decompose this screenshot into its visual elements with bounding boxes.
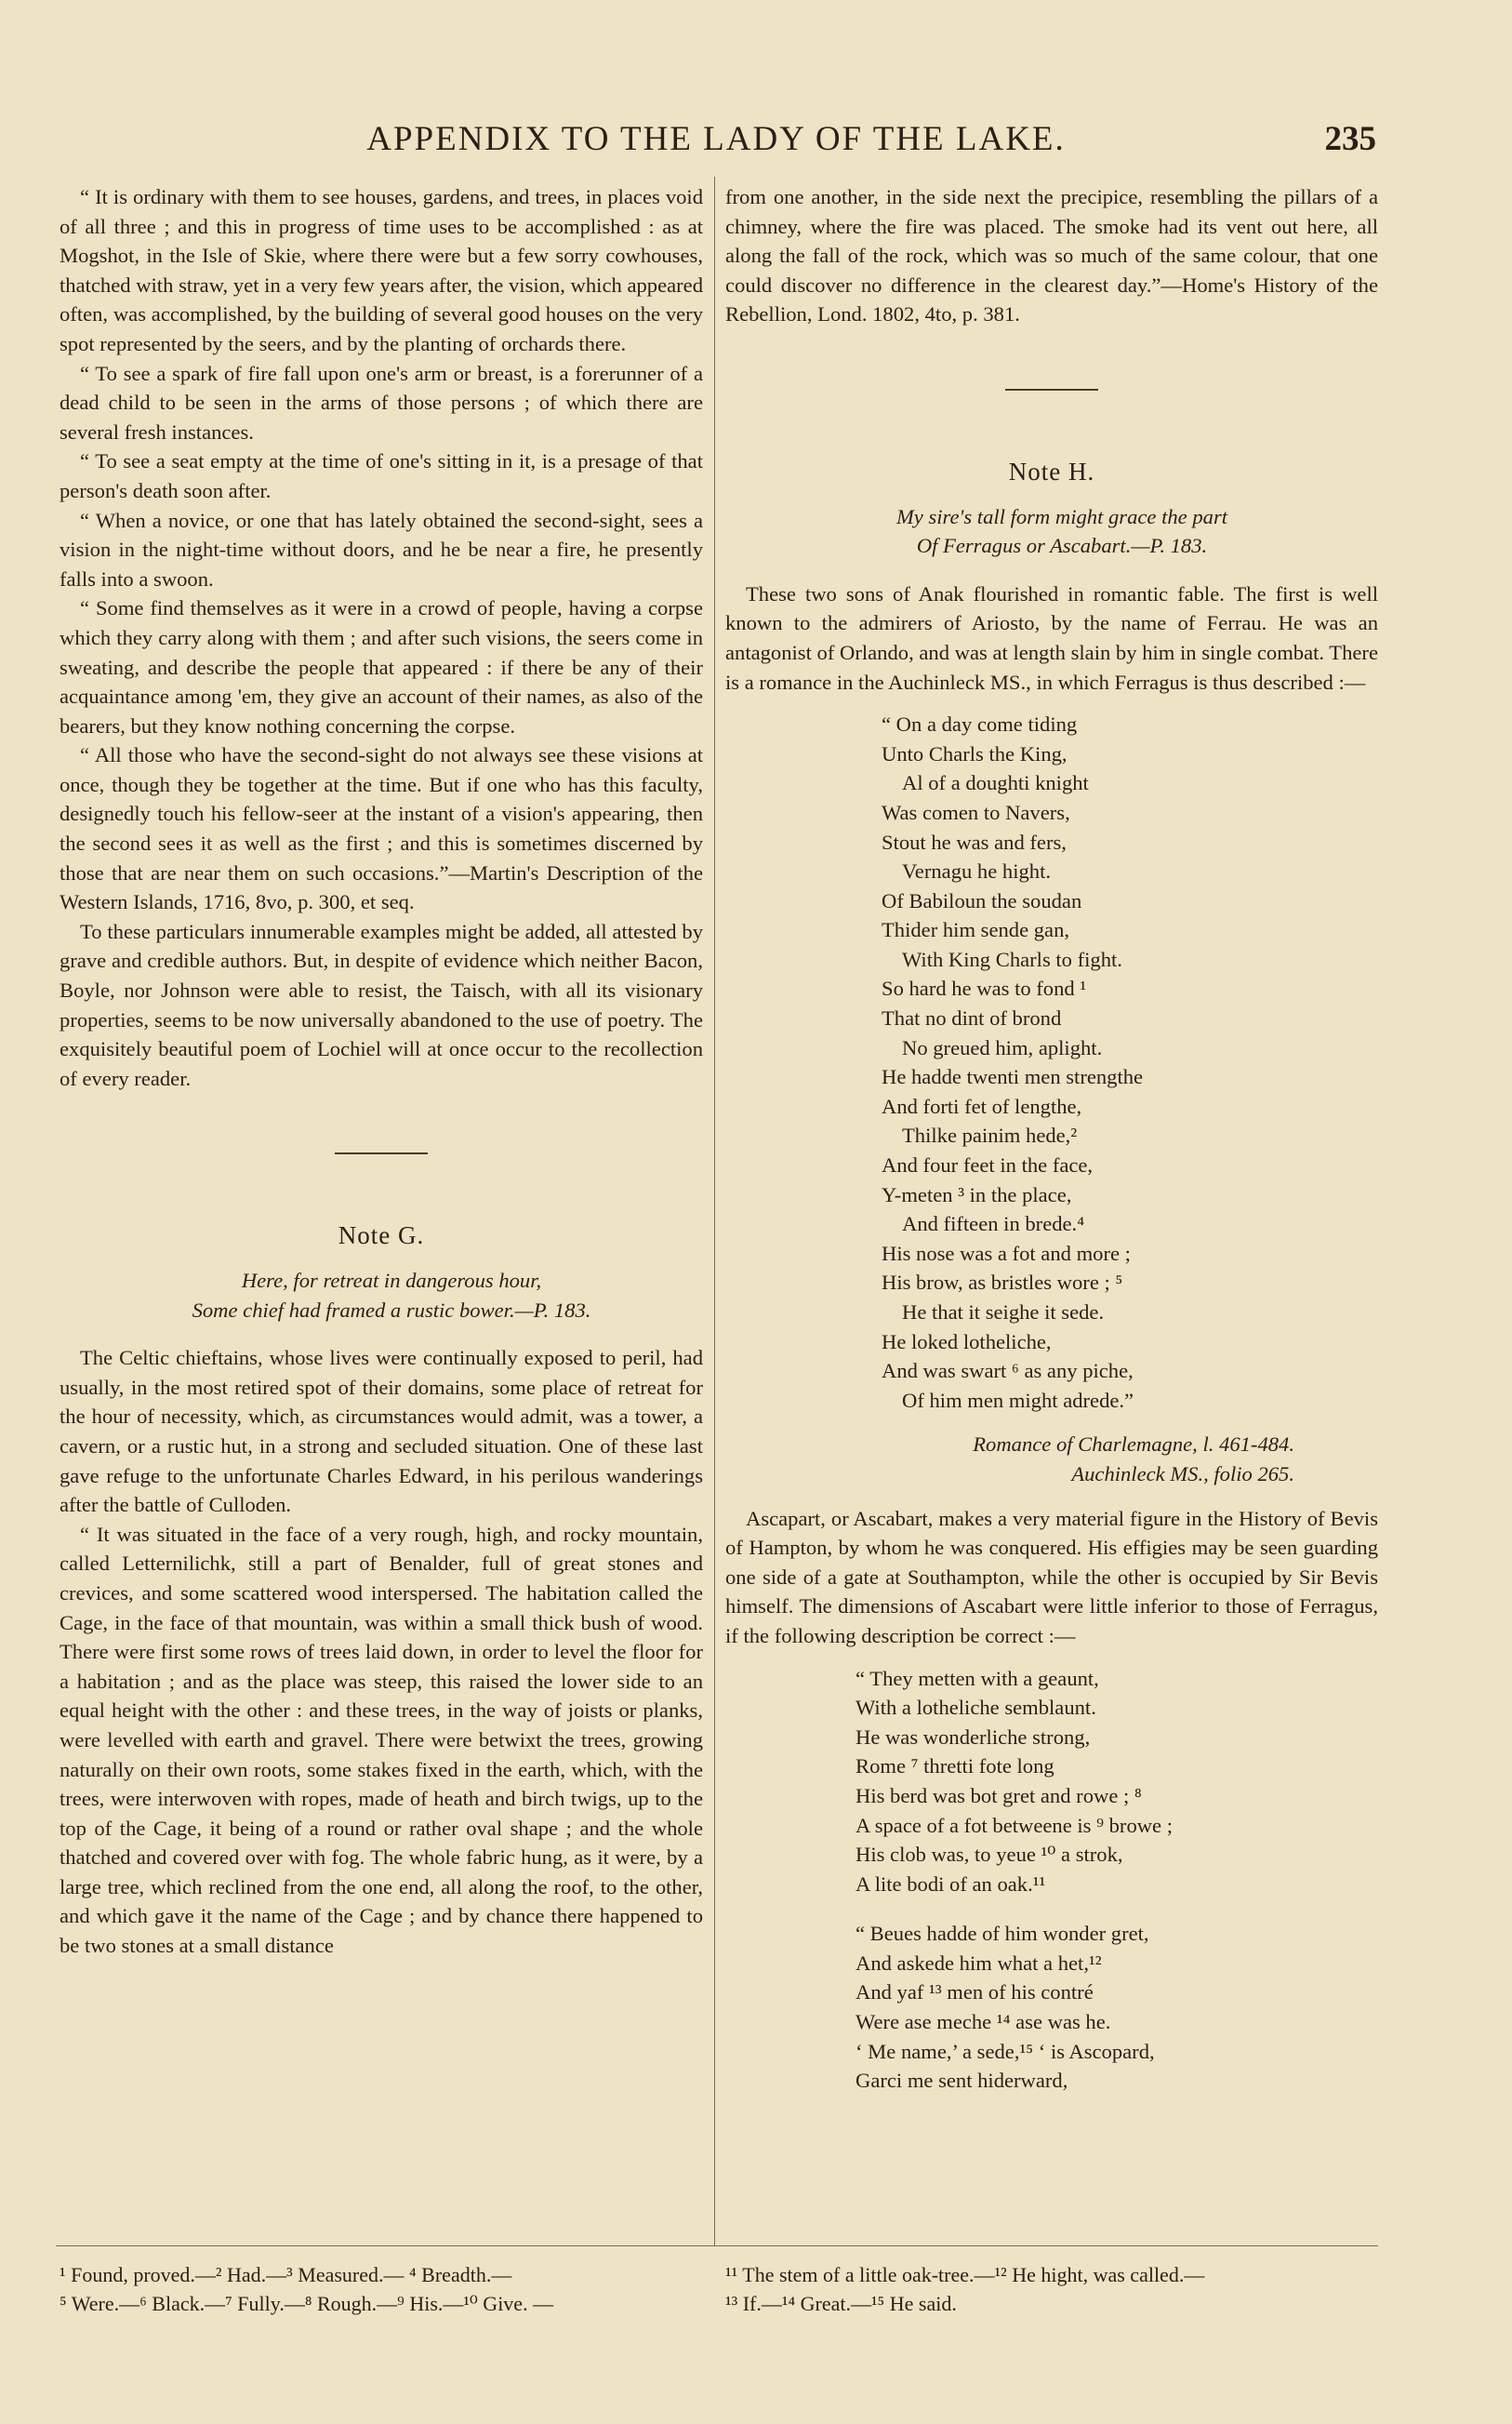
note-h-title: Note H. [1008, 457, 1095, 486]
footnotes-right [725, 2260, 1378, 2318]
verse-line: And forti fet of lengthe, [882, 1094, 1082, 1118]
footnote-line: ¹³ If.—¹⁴ Great.—¹⁵ He said. [725, 2292, 957, 2315]
footnote-rule [56, 2245, 1378, 2246]
verse-line: And four feet in the face, [882, 1153, 1094, 1178]
verse-line: Of him men might adrede.” [902, 1388, 1134, 1412]
footnote-line: ¹¹ The stem of a little oak-tree.—¹² He hight, was called.— [725, 2263, 1205, 2286]
paragraph: “ Some find themselves as it were in a crowd of people, having a corpse which they carry along with them ; and after such visions, the seers come in sweating, and describe the people that appeared : if there be any of their acquaintance among 'em, they give an account of their names, as also of the bearers, but they know nothing concerning the corpse. [60, 596, 703, 738]
verse-line: His clob was, to yeue ¹⁰ a strok, [855, 1843, 1123, 1867]
verse-line: Thider him sende gan, [882, 918, 1070, 942]
verse-line: Vernagu he hight. [902, 859, 1051, 884]
motto-line: My sire's tall form might grace the part [895, 504, 1228, 528]
footnotes-left [60, 2260, 703, 2318]
footnote-line: ¹ Found, proved.—² Had.—³ Measured.— ⁴ Breadth.— [60, 2263, 512, 2286]
verse-line: Y-meten ³ in the place, [882, 1182, 1072, 1206]
paragraph: “ To see a spark of fire fall upon one's arm or breast, is a forerunner of a dead child to be seen in the arms of those persons ; of which there are several fresh instances. [60, 361, 703, 444]
verse-line: Al of a doughti knight [902, 771, 1089, 795]
running-title: APPENDIX TO THE LADY OF THE LAKE. [366, 120, 1066, 158]
verse-line: Rome ⁷ thretti fote long [855, 1754, 1054, 1778]
paragraph: “ All those who have the second-sight do not always see these visions at once, though they be together at the time. But if one who has this faculty, designedly touch his fellow-seer at the instant of a vision's appearing, then the second sees it as well as the first ; and this is sometimes discerned by those that are near them on such occasions.”—Martin's Description of the Western Islands, 1716, 8vo, p. 300, et seq. [60, 743, 703, 914]
verse-line: And was swart ⁶ as any piche, [882, 1359, 1134, 1383]
verse-line: He hadde twenti men strengthe [882, 1065, 1144, 1089]
verse-quote [855, 1919, 1378, 2096]
paragraph: from one another, in the side next the precipice, resembling the pillars of a chimney, where the fire was placed. The smoke had its vent out here, all along the fall of the rock, which was so much of the same colour, that one could discover no difference in the clearest day.”—Home's History of the Rebellion, Lond. 1802, 4to, p. 381. [725, 185, 1378, 326]
verse-line: Thilke painim hede,² [902, 1124, 1078, 1148]
verse-quote [882, 710, 1378, 1415]
running-head [56, 119, 1376, 164]
section-separator [335, 1152, 428, 1154]
verse-line: ‘ Me name,’ a sede,¹⁵ ‘ is Ascopard, [855, 2039, 1155, 2063]
verse-line: His brow, as bristles wore ; ⁵ [882, 1271, 1123, 1295]
note-h-motto [725, 502, 1378, 561]
left-column [60, 182, 703, 1961]
column-divider [714, 177, 715, 2245]
paragraph: “ To see a seat empty at the time of one's sitting in it, is a presage of that person's death soon after. [60, 449, 703, 502]
paragraph: These two sons of Anak flourished in romantic fable. The first is well known to the admirers of Ariosto, by the name of Ferrau. He was an antagonist of Orlando, and was at length slain by him in single combat. There is a romance in the Auchinleck MS., in which Ferragus is thus described :— [725, 581, 1378, 694]
page-number: 235 [1324, 120, 1376, 158]
verse-line: Unto Charls the King, [882, 741, 1068, 766]
verse-line: He loked lotheliche, [882, 1329, 1052, 1353]
verse-line: Of Babiloun the soudan [882, 888, 1082, 912]
paragraph: To these particulars innumerable examples might be added, all attested by grave and credible authors. But, in despite of evidence which neither Bacon, Boyle, nor Johnson were able to resist, the Taisch, with all its visionary properties, seems to be now universally abandoned to the use of poetry. The exquisitely beautiful poem of Lochiel will at once occur to the recollection of every reader. [60, 919, 703, 1090]
section-separator [1005, 389, 1098, 391]
motto-line: Here, for retreat in dangerous hour, [241, 1269, 542, 1292]
verse-line: “ They metten with a geaunt, [855, 1666, 1099, 1690]
paragraph: Ascapart, or Ascabart, makes a very material figure in the History of Bevis of Hampton, by whom he was conquered. His effigies may be seen guarding one side of a gate at Southampton, while the other is occupied by Sir Bevis himself. The dimensions of Ascabart were little inferior to those of Ferragus, if the following description be correct :— [725, 1506, 1378, 1647]
verse-line: And askede him what a het,¹² [855, 1951, 1102, 1975]
verse-quote [855, 1664, 1378, 1899]
citation: Auchinleck MS., folio 265. [1071, 1461, 1294, 1485]
citation: Romance of Charlemagne, l. 461-484. [973, 1432, 1294, 1457]
right-column [725, 182, 1378, 2111]
verse-line: With King Charls to fight. [902, 947, 1122, 971]
paragraph: “ It was situated in the face of a very rough, high, and rocky mountain, called Letternilichk, still a part of Benalder, full of great stones and crevices, and some scattered wood interspersed. The habitation called the Cage, in the face of that mountain, was within a small thick bush of wood. There were first some rows of trees laid down, in order to level the floor for a habitation ; and as the place was steep, this raised the lower side to an equal height with the other : and these trees, in the way of joists or planks, were levelled with earth and gravel. There were betwixt the trees, growing naturally on their own roots, some stakes fixed in the earth, which, with the trees, were interwoven with ropes, made of heath and birch twigs, up to the top of the Cage, it being of a round or rather oval shape ; and the whole thatched and covered over with fog. The whole fabric hung, as it were, by a large tree, which reclined from the one end, all along the roof, to the other, and which gave it the name of the Cage ; and by chance there happened to be two stones at a small distance [60, 1522, 703, 1958]
verse-line: Was comen to Navers, [882, 800, 1070, 824]
verse-line: Stout he was and fers, [882, 830, 1067, 854]
verse-line: That no dint of brond [882, 1006, 1062, 1031]
verse-line: So hard he was to fond ¹ [882, 977, 1087, 1001]
verse-line: With a lotheliche semblaunt. [855, 1696, 1096, 1720]
verse-line: And fifteen in brede.⁴ [902, 1212, 1085, 1236]
footnote-line: ⁵ Were.—⁶ Black.—⁷ Fully.—⁸ Rough.—⁹ His.—¹⁰ Give. — [60, 2292, 554, 2315]
verse-line: He was wonderliche strong, [855, 1725, 1091, 1749]
verse-line: A space of a fot betweene is ⁹ browe ; [855, 1813, 1174, 1837]
verse-line: “ Beues hadde of him wonder gret, [855, 1922, 1149, 1946]
note-g-title: Note G. [338, 1221, 425, 1250]
verse-line: His berd was bot gret and rowe ; ⁸ [855, 1783, 1142, 1807]
motto-line: Of Ferragus or Ascabart.—P. 183. [916, 534, 1208, 558]
verse-line: He that it seighe it sede. [902, 1300, 1105, 1324]
verse-line: Were ase meche ¹⁴ ase was he. [855, 2010, 1111, 2034]
verse-line: And yaf ¹³ men of his contré [855, 1980, 1094, 2004]
paragraph: “ It is ordinary with them to see houses, gardens, and trees, in places void of all three ; and this in progress of time uses to be accomplished : as at Mogshot, in the Isle of Skie, where there were but a few sorry cowhouses, thatched with straw, yet in a very few years after, the vision, which appeared often, was accomplished, by the building of several good houses on the very spot represented by the seers, and by the planting of orchards there. [60, 185, 703, 355]
paragraph: The Celtic chieftains, whose lives were continually exposed to peril, had usually, in the most retired spot of their domains, some place of retreat for the hour of necessity, which, as circumstances would admit, was a tower, a cavern, or a rustic hut, in a strong and secluded situation. One of these last gave refuge to the unfortunate Charles Edward, in his perilous wanderings after the battle of Culloden. [60, 1346, 703, 1517]
verse-line: His nose was a fot and more ; [882, 1241, 1131, 1265]
verse-line: A lite bodi of an oak.¹¹ [855, 1871, 1046, 1896]
note-g-motto [60, 1266, 703, 1325]
paragraph: “ When a novice, or one that has lately obtained the second-sight, sees a vision in the night-time without doors, and he be near a fire, he presently falls into a swoon. [60, 508, 703, 591]
verse-line: No greued him, aplight. [902, 1035, 1103, 1059]
motto-line: Some chief had framed a rustic bower.—P. 183. [192, 1298, 591, 1322]
verse-line: Garci me sent hiderward, [855, 2069, 1068, 2093]
verse-line: “ On a day come tiding [882, 713, 1078, 737]
